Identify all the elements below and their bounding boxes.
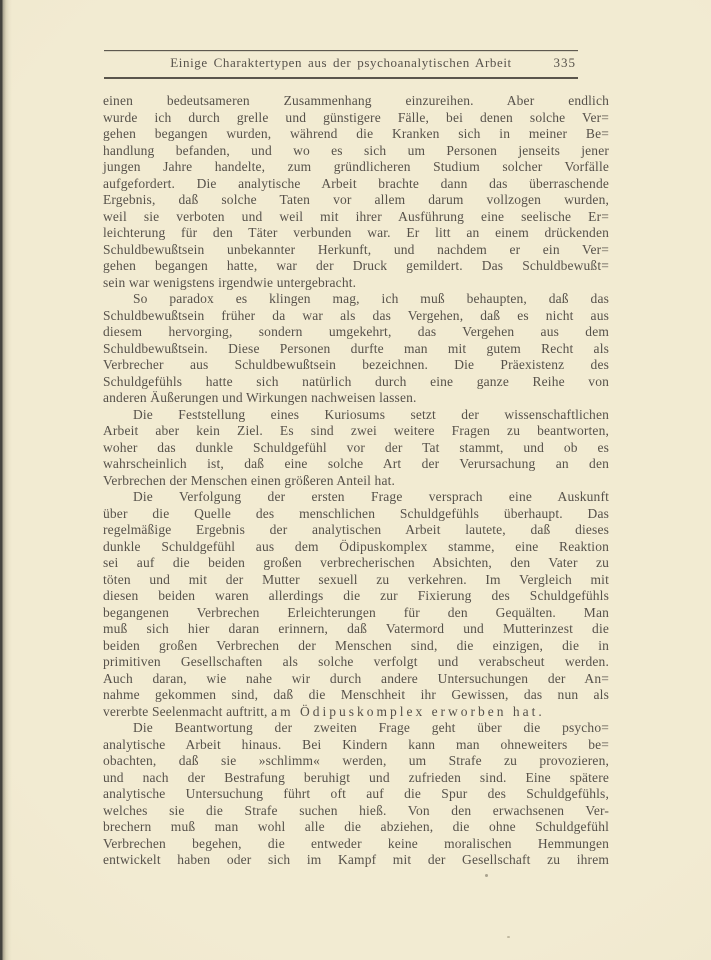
text-line: So paradox es klingen mag, ich muß behaupten, daß das [133, 291, 609, 306]
text-line: wurde ich durch grelle und günstigere Fälle, bei denen solche Ver= [103, 109, 609, 125]
text-line: anderen Äußerungen und Wirkungen nachweisen lassen. [103, 390, 417, 405]
paper-speck [485, 874, 488, 877]
text-line [103, 704, 609, 721]
text-line: dunkle Schuldgefühl aus dem Ödipuskomplex stamme, eine Reaktion [103, 538, 609, 554]
text-line: muß sich hier daran erinnern, daß Vatermord und Mutterinzest die [103, 621, 609, 636]
text-line: Schuldbewußtsein unbekannter Herkunft, und nachdem er ein Ver= [103, 241, 609, 257]
emphasized-letterspaced-text: am Ödipuskomplex erworben hat. [271, 703, 545, 719]
body-text [103, 93, 609, 869]
text-line: wahrscheinlich ist, daß eine solche Art der Verursachung an den [103, 456, 609, 471]
text-line: entwickelt haben oder sich im Kampf mit der Gesellschaft zu ihrem [103, 852, 609, 867]
text-line: Verbrechen begehen, die entweder keine moralischen Hemmungen [103, 835, 609, 851]
text-line: aufgefordert. Die analytische Arbeit brachte dann das überraschende [103, 175, 609, 191]
text-line: brechern muß man wohl alle die abziehen, die ohne Schuldgefühl [103, 819, 609, 834]
text-line: Die Beantwortung der zweiten Frage geht über die psycho= [133, 720, 609, 735]
text-line: sei auf die beiden großen verbrecherischen Absichten, den Vater zu [103, 555, 609, 570]
text-line: analytische Arbeit hinaus. Bei Kindern kann man ohneweiters be= [103, 736, 609, 752]
text-line: primitiven Gesellschaften als solche verfolgt und verabscheut werden. [103, 654, 609, 669]
text-line: jungen Jahre handelte, zum gründlicheren Studium solcher Vorfälle [103, 159, 609, 174]
page-header [104, 50, 578, 79]
text-line: über die Quelle des menschlichen Schuldgefühls überhaupt. Das [103, 505, 609, 521]
text-line: weil sie verboten und weil mit ihrer Ausführung eine seelische Er= [103, 208, 609, 224]
text-line: Ergebnis, daß solche Taten vor allem darum vollzogen wurden, [103, 192, 609, 207]
text-line: nahme gekommen sind, daß die Menschheit ihr Gewissen, das nun als [103, 687, 609, 702]
text-line: gehen begangen hatte, war der Druck gemildert. Das Schuldbewußt= [103, 258, 609, 273]
text-line: obachten, daß sie »schlimm« werden, um Strafe zu provozieren, [103, 753, 609, 768]
text-line: diesem hervorging, sondern umgekehrt, das Vergehen aus dem [103, 324, 609, 339]
text-line: Schuldbewußtsein früher da war als das Vergehen, daß es nicht aus [103, 307, 609, 323]
header-row [104, 53, 578, 73]
text-line: einen bedeutsameren Zusammenhang einzureihen. Aber endlich [103, 93, 609, 108]
text-line: Auch daran, wie nahe wir durch andere Untersuchungen der An= [103, 670, 609, 686]
text-line: woher das dunkle Schuldgefühl vor der Tat stammt, und ob es [103, 439, 609, 455]
text-line: beiden großen Verbrechen der Menschen sind, die einzigen, die in [103, 637, 609, 653]
text-line: Verbrechen der Menschen einen größeren Anteil hat. [103, 472, 396, 488]
text-line: sein war wenigstens irgendwie untergebracht. [103, 274, 357, 290]
text-line: regelmäßige Ergebnis der analytischen Arbeit lautete, daß dieses [103, 522, 609, 537]
page-number: 335 [553, 55, 576, 70]
text-line: gehen begangen wurden, während die Kranken sich in meiner Be= [103, 126, 609, 141]
text-line: analytische Untersuchung führt oft auf die Spur des Schuldgefühls, [103, 786, 609, 801]
text-line: begangenen Verbrechen Erleichterungen für den Gequälten. Man [103, 604, 609, 620]
text-segment: vererbte Seelenmacht auftritt, [103, 703, 272, 719]
text-line: töten und mit der Mutter sexuell zu verkehren. Im Vergleich mit [103, 571, 609, 587]
text-line: und nach der Bestrafung beruhigt und zufrieden sind. Eine spätere [103, 769, 609, 785]
text-line: Die Verfolgung der ersten Frage versprach eine Auskunft [133, 489, 609, 504]
text-line: Die Feststellung eines Kuriosums setzt der wissenschaftlichen [133, 406, 609, 422]
scan-edge-shadow [0, 0, 12, 960]
header-rule-top [104, 50, 578, 51]
header-rule-bottom [104, 77, 578, 79]
text-line: handlung befanden, und wo es sich um Personen jenseits jener [103, 142, 609, 158]
text-line: Arbeit aber kein Ziel. Es sind zwei weitere Fragen zu beantworten, [103, 423, 609, 438]
paper-speck [507, 936, 510, 938]
text-line: leichterung für den Täter verbunden war. Er litt an einem drückenden [103, 225, 609, 240]
text-line: Verbrecher aus Schuldbewußtsein bezeichnen. Die Präexistenz des [103, 357, 609, 372]
text-line: welches sie die Strafe suchen hieß. Von den erwachsenen Ver- [103, 802, 609, 818]
text-line: Schuldgefühls hatte sich natürlich durch eine ganze Reihe von [103, 373, 609, 389]
text-line: diesen beiden waren allerdings die zur Fixierung des Schuldgefühls [103, 588, 609, 603]
text-line: Schuldbewußtsein. Diese Personen durfte man mit gutem Recht als [103, 340, 609, 356]
running-head-title: Einige Charaktertypen aus der psychoanalytischen Arbeit [170, 55, 512, 70]
